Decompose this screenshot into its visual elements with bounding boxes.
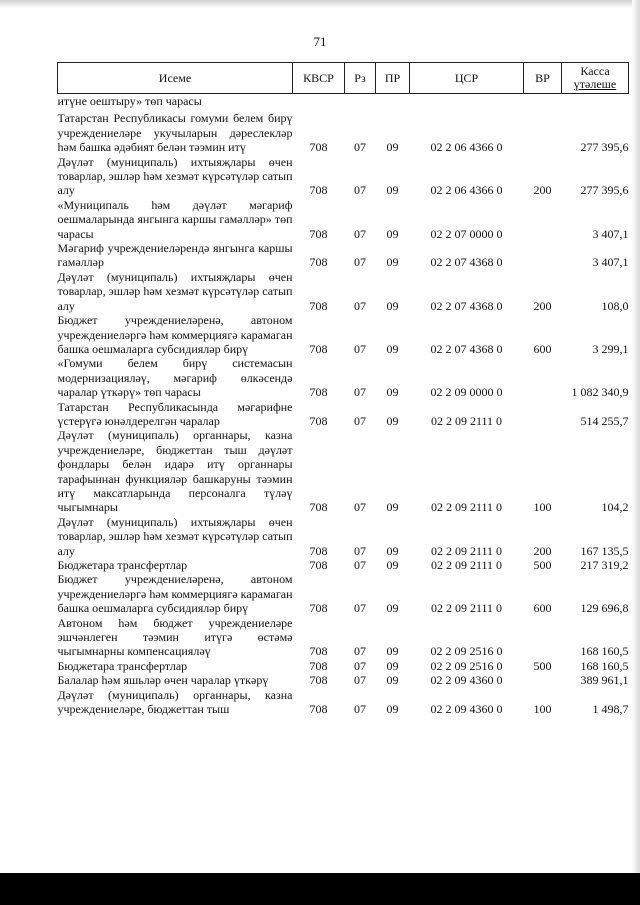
header-csr: ЦСР	[410, 63, 524, 94]
table-row	[58, 94, 629, 109]
row-vr: 100	[533, 500, 552, 515]
budget-execution-table	[57, 62, 629, 716]
table-row	[58, 111, 629, 154]
row-vr: 600	[533, 601, 552, 616]
row-name: Татарстан Республикасында мәгарифне үстерүгә юнәлдерелгән чаралар	[57, 399, 293, 428]
row-vr	[524, 673, 562, 687]
row-amount: 277 395,6	[580, 183, 629, 198]
row-csr: 02 2 09 4360 0	[430, 673, 503, 688]
row-pr: 09	[386, 385, 399, 400]
table-row	[58, 155, 629, 198]
row-rz: 07	[354, 644, 366, 659]
row-name: «Гомуми белем бирү системасын модернизацияләү, мәгариф өлкәсендә чаралар үткәрү» төп чарасы	[57, 356, 293, 400]
row-kvsr: 708	[309, 341, 328, 356]
row-amount: 167 135,5	[580, 543, 629, 558]
row-amount: 3 407,1	[592, 226, 629, 241]
scan-edge-top	[0, 0, 640, 8]
row-rz: 07	[354, 341, 366, 356]
row-name: Балалар һәм яшьләр өчен чаралар үткәрү	[57, 673, 269, 688]
row-amount: 3 299,1	[592, 341, 629, 356]
row-csr: 02 2 07 4368 0	[430, 298, 503, 313]
row-kvsr	[293, 94, 345, 109]
row-pr: 09	[386, 413, 399, 428]
header-pr: ПР	[376, 63, 410, 94]
table-row	[58, 659, 629, 673]
header-kassa	[562, 63, 629, 94]
row-rz: 07	[354, 140, 366, 155]
row-name: Дәүләт (муниципаль) ихтыяҗлары өчен товарлар, эшләр һәм хезмәт күрсәтүләр сатып алу	[57, 514, 293, 558]
row-csr: 02 2 06 4366 0	[430, 140, 503, 155]
row-amount: 108,0	[601, 298, 629, 313]
table-row	[58, 313, 629, 356]
row-name: Дәүләт (муниципаль) ихтыяҗлары өчен товарлар, эшләр һәм хезмәт күрсәтүләр сатып алу	[57, 154, 293, 198]
table-row	[58, 688, 629, 717]
scan-edge-right	[632, 0, 640, 905]
row-rz: 07	[354, 183, 366, 198]
row-pr: 09	[386, 673, 399, 688]
row-vr	[524, 400, 562, 429]
row-csr: 02 2 09 0000 0	[430, 385, 503, 400]
table-row	[58, 400, 629, 429]
row-name: Бюджет учреждениеләренә, автоном учреждениеләргә һәм коммерциягә карамаган башка оешмаларга субсидияләр бирү	[57, 313, 293, 356]
row-amount: 3 407,1	[592, 255, 629, 270]
row-rz: 07	[354, 658, 366, 673]
table-row	[58, 428, 629, 514]
row-name: «Муниципаль һәм дәүләт мәгариф оешмаларында янгынга каршы гамәлләр» төп чарасы	[57, 197, 293, 241]
row-csr: 02 2 09 2111 0	[430, 413, 503, 428]
table-row	[58, 241, 629, 270]
row-amount: 277 395,6	[580, 140, 629, 155]
header-name: Исеме	[58, 63, 293, 94]
row-name: Бюджет учреждениеләренә, автоном учреждениеләргә һәм коммерциягә карамаган башка оешмаларга субсидияләр бирү	[57, 572, 293, 616]
row-csr: 02 2 09 4360 0	[430, 702, 503, 717]
row-pr: 09	[386, 601, 399, 616]
row-rz: 07	[354, 385, 366, 400]
row-name: Бюджетара трансфертлар	[57, 658, 188, 673]
row-amount: 129 696,8	[580, 601, 629, 616]
row-csr: 02 2 09 2111 0	[430, 543, 503, 558]
row-rz: 07	[354, 255, 366, 270]
row-kvsr: 708	[309, 658, 328, 673]
row-pr: 09	[386, 226, 399, 241]
row-csr: 02 2 09 2516 0	[430, 644, 503, 659]
header-vr: ВР	[524, 63, 562, 94]
row-amount: 168 160,5	[580, 658, 629, 673]
row-amount: 1 498,7	[592, 702, 629, 717]
table-row	[58, 270, 629, 313]
row-amount	[562, 94, 629, 109]
row-pr: 09	[386, 341, 399, 356]
header-rz: Рз	[345, 63, 376, 94]
row-csr: 02 2 09 2111 0	[430, 500, 503, 515]
row-amount: 168 160,5	[580, 644, 629, 659]
row-vr	[524, 111, 562, 154]
row-vr: 600	[533, 341, 552, 356]
row-kvsr: 708	[309, 558, 328, 572]
row-rz: 07	[354, 226, 366, 241]
row-name: итүне оештыру» төп чарасы	[57, 94, 202, 108]
table-header	[58, 63, 629, 94]
row-csr: 02 2 09 2111 0	[430, 601, 503, 616]
row-rz: 07	[354, 500, 366, 515]
row-csr: 02 2 06 4366 0	[430, 183, 503, 198]
row-name: Дәүләт (муниципаль) органнары, казна учреждениеләре, бюджеттан тыш дәүләт фондлары белән идарә итү органнары тарафыннан функцияләр башкаруны тәэмин итү максатларында персоналга түләү чыгымнары	[57, 428, 293, 515]
row-vr	[524, 94, 562, 109]
row-kvsr: 708	[309, 298, 328, 313]
row-csr: 02 2 09 2111 0	[430, 558, 503, 572]
row-kvsr: 708	[309, 702, 328, 717]
row-rz: 07	[354, 673, 366, 688]
row-kvsr: 708	[309, 644, 328, 659]
row-pr: 09	[386, 702, 399, 717]
table-row	[58, 572, 629, 615]
row-pr: 09	[386, 658, 399, 673]
row-amount: 104,2	[601, 500, 629, 515]
row-amount: 217 319,2	[580, 558, 629, 572]
table-row	[58, 673, 629, 687]
row-vr: 100	[533, 702, 552, 717]
row-amount: 514 255,7	[580, 413, 629, 428]
table-body	[58, 94, 629, 717]
row-name: Дәүләт (муниципаль) органнары, казна учреждениеләре, бюджеттан тыш	[57, 687, 293, 717]
row-csr	[410, 94, 524, 109]
row-pr: 09	[386, 140, 399, 155]
row-name: Татарстан Республикасы гомуми белем бирү учреждениеләре укучыларын дәреслекләр һәм башка әдәбият белән тәэмин итү	[57, 111, 293, 155]
row-rz: 07	[354, 558, 366, 572]
header-kassa-line1: Касса	[580, 64, 610, 78]
row-pr: 09	[386, 255, 399, 270]
scan-bottom-bar	[0, 873, 640, 905]
row-name: Мәгариф учреждениеләрендә янгынга каршы гамәлләр	[57, 241, 293, 270]
row-rz: 07	[354, 601, 366, 616]
table-row	[58, 616, 629, 659]
row-csr: 02 2 07 4368 0	[430, 255, 503, 270]
row-vr	[524, 241, 562, 270]
row-name: Бюджетара трансфертлар	[57, 558, 188, 572]
row-vr: 500	[533, 558, 552, 572]
row-vr	[524, 616, 562, 659]
header-kvsr: КВСР	[293, 63, 345, 94]
row-kvsr: 708	[309, 255, 328, 270]
row-pr: 09	[386, 500, 399, 515]
row-name: Автоном һәм бюджет учреждениеләре эшчәнлеген тәэмин итүгә өстәмә чыгымнарны компенсацияләү	[57, 615, 293, 659]
row-rz: 07	[354, 702, 366, 717]
row-pr	[376, 94, 410, 109]
row-csr: 02 2 07 4368 0	[430, 341, 503, 356]
row-kvsr: 708	[309, 500, 328, 515]
row-vr: 200	[533, 298, 552, 313]
row-rz: 07	[354, 413, 366, 428]
row-amount: 389 961,1	[580, 673, 629, 688]
row-vr: 500	[533, 658, 552, 673]
row-vr	[524, 198, 562, 241]
row-pr: 09	[386, 183, 399, 198]
table-row	[58, 558, 629, 572]
row-pr: 09	[386, 298, 399, 313]
row-amount: 1 082 340,9	[571, 385, 629, 400]
row-pr: 09	[386, 543, 399, 558]
row-name: Дәүләт (муниципаль) ихтыяҗлары өчен товарлар, эшләр һәм хезмәт күрсәтүләр сатып алу	[57, 269, 293, 313]
row-pr: 09	[386, 644, 399, 659]
row-rz	[345, 94, 376, 109]
row-csr: 02 2 07 0000 0	[430, 226, 503, 241]
row-vr: 200	[533, 543, 552, 558]
row-kvsr: 708	[309, 413, 328, 428]
row-kvsr: 708	[309, 140, 328, 155]
table-row	[58, 198, 629, 241]
row-csr: 02 2 09 2516 0	[430, 658, 503, 673]
row-vr	[524, 356, 562, 399]
table-row	[58, 356, 629, 399]
row-kvsr: 708	[309, 385, 328, 400]
row-kvsr: 708	[309, 226, 328, 241]
page-number: 71	[313, 34, 327, 49]
row-kvsr: 708	[309, 543, 328, 558]
header-kassa-line2: үтәлеше	[573, 77, 617, 91]
row-kvsr: 708	[309, 183, 328, 198]
row-vr: 200	[533, 183, 552, 198]
row-rz: 07	[354, 298, 366, 313]
row-kvsr: 708	[309, 601, 328, 616]
row-pr: 09	[386, 558, 399, 572]
row-rz: 07	[354, 543, 366, 558]
row-kvsr: 708	[309, 673, 328, 688]
table-row	[58, 515, 629, 558]
